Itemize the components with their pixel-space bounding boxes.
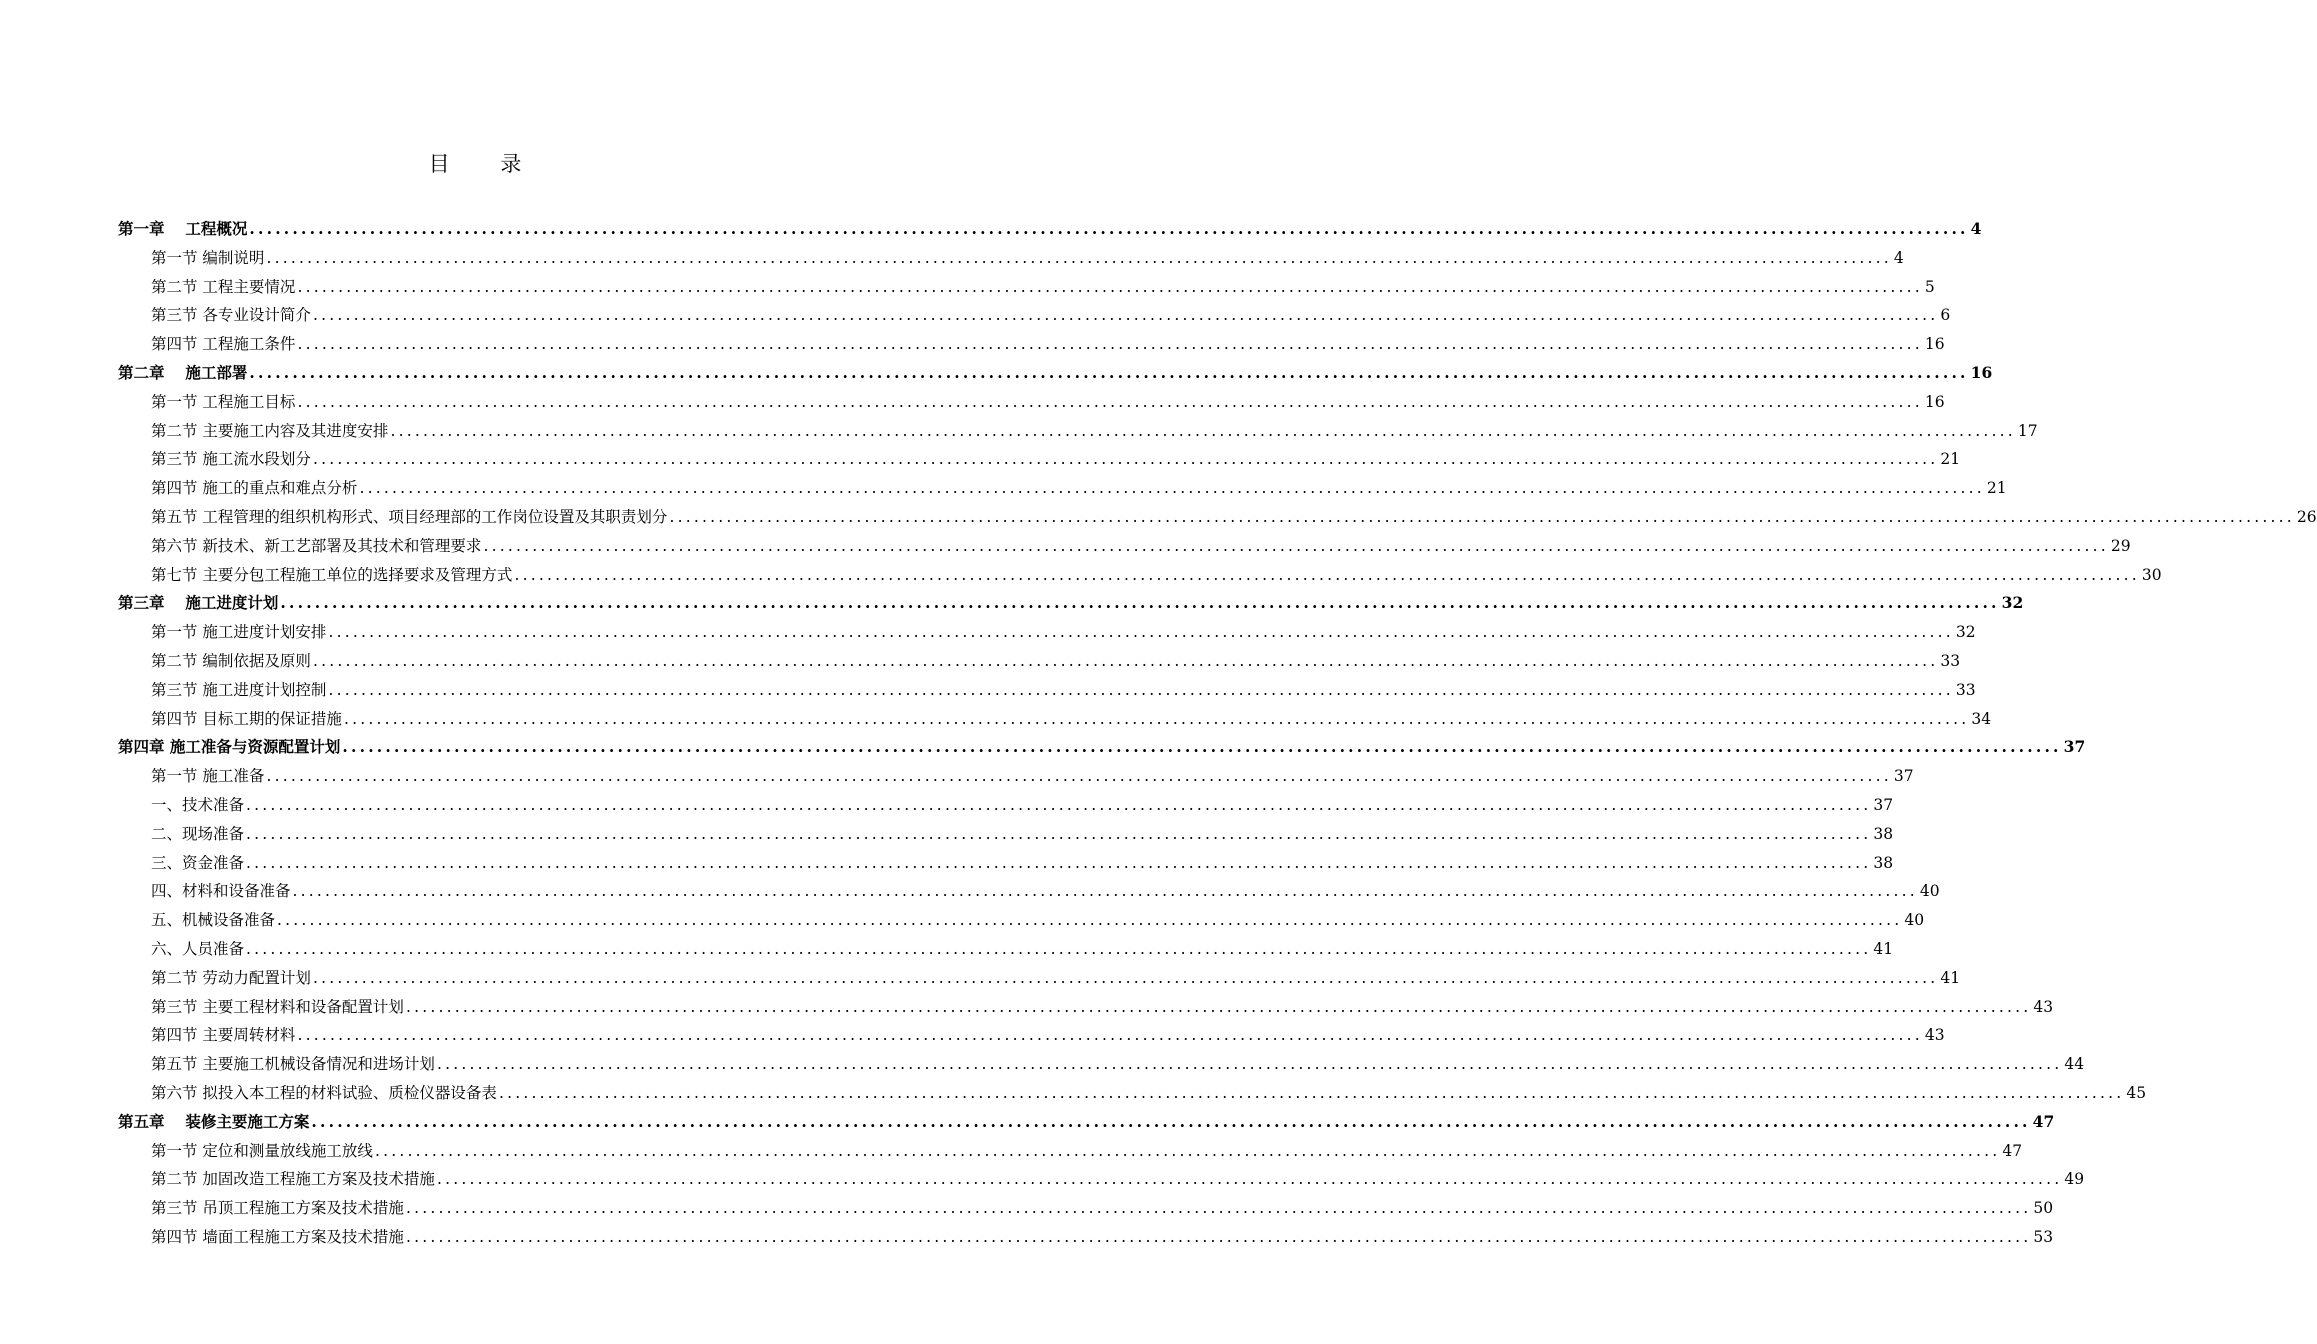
toc-section-entry[interactable] — [118, 791, 1894, 820]
toc-dot-leader: ........................................................................................................................................................................................................ — [312, 450, 1939, 469]
toc-entry-label: 六、人员准备 — [151, 939, 245, 958]
toc-chapter-entry[interactable] — [118, 359, 1993, 388]
toc-page-number: 50 — [2033, 1199, 2054, 1218]
toc-entry-label: 第三节 吊顶工程施工方案及技术措施 — [151, 1199, 404, 1218]
toc-section-entry[interactable] — [118, 1194, 2054, 1223]
toc-dot-leader: ........................................................................................................................................................................................................ — [342, 737, 2062, 757]
toc-page-number: 4 — [1970, 219, 1982, 238]
toc-section-entry[interactable] — [118, 244, 1904, 273]
toc-section-entry[interactable] — [118, 964, 1961, 993]
toc-dot-leader: ........................................................................................................................................................................................................ — [514, 565, 2140, 584]
toc-dot-leader: ........................................................................................................................................................................................................ — [297, 335, 1923, 354]
toc-page-number: 16 — [1924, 335, 1945, 354]
toc-section-entry[interactable] — [118, 388, 1945, 417]
toc-chapter-entry[interactable] — [118, 733, 2086, 762]
toc-dot-leader: ........................................................................................................................................................................................................ — [297, 1026, 1923, 1045]
toc-dot-leader: ........................................................................................................................................................................................................ — [246, 939, 1872, 958]
toc-dot-leader: ........................................................................................................................................................................................................ — [390, 421, 2016, 440]
toc-page-number: 38 — [1873, 853, 1894, 872]
page-title: 目 录 — [428, 152, 544, 176]
toc-entry-label: 第三节 各专业设计简介 — [151, 306, 311, 325]
toc-chapter-entry[interactable] — [118, 589, 2024, 618]
toc-entry-label: 五、机械设备准备 — [151, 911, 276, 930]
toc-dot-leader: ........................................................................................................................................................................................................ — [483, 536, 2109, 555]
toc-page-number: 16 — [1970, 362, 1993, 382]
toc-dot-leader: ........................................................................................................................................................................................................ — [249, 362, 1969, 382]
toc-page-number: 37 — [2063, 737, 2086, 757]
toc-dot-leader: ........................................................................................................................................................................................................ — [266, 248, 1892, 267]
toc-section-entry[interactable] — [118, 445, 1961, 474]
toc-chapter-entry[interactable] — [118, 215, 1982, 244]
toc-page-number: 44 — [2064, 1055, 2085, 1074]
toc-section-entry[interactable] — [118, 1165, 2085, 1194]
toc-dot-leader: ........................................................................................................................................................................................................ — [343, 709, 1970, 728]
toc-dot-leader: ........................................................................................................................................................................................................ — [266, 767, 1892, 786]
toc-section-entry[interactable] — [118, 762, 1914, 791]
toc-dot-leader: ........................................................................................................................................................................................................ — [246, 795, 1872, 814]
toc-page-number: 38 — [1873, 824, 1894, 843]
toc-page-number: 32 — [1955, 623, 1976, 642]
toc-section-entry[interactable] — [118, 906, 1925, 935]
toc-entry-label: 第五章 装修主要施工方案 — [118, 1111, 310, 1131]
toc-entry-label: 四、材料和设备准备 — [151, 882, 291, 901]
toc-dot-leader: ........................................................................................................................................................................................................ — [436, 1055, 2063, 1074]
toc-entry-label: 第五节 工程管理的组织机构形式、项目经理部的工作岗位设置及其职责划分 — [151, 507, 668, 526]
toc-dot-leader: ........................................................................................................................................................................................................ — [359, 479, 1985, 498]
toc-dot-leader: ........................................................................................................................................................................................................ — [405, 1227, 2032, 1246]
toc-page-number: 40 — [1919, 882, 1940, 901]
toc-dot-leader: ........................................................................................................................................................................................................ — [277, 911, 1903, 930]
toc-entry-label: 第三节 施工进度计划控制 — [151, 680, 327, 699]
toc-section-entry[interactable] — [118, 1021, 1945, 1050]
toc-dot-leader: ........................................................................................................................................................................................................ — [249, 219, 1969, 238]
toc-page-number: 47 — [2032, 1111, 2055, 1131]
toc-page-number: 33 — [1940, 651, 1961, 670]
toc-section-entry[interactable] — [118, 1079, 2147, 1108]
toc-entry-label: 第四节 墙面工程施工方案及技术措施 — [151, 1227, 404, 1246]
toc-section-entry[interactable] — [118, 705, 1992, 734]
toc-section-entry[interactable] — [118, 273, 1935, 302]
toc-dot-leader: ........................................................................................................................................................................................................ — [328, 680, 1954, 699]
toc-page-number: 16 — [1924, 392, 1945, 411]
toc-section-entry[interactable] — [118, 417, 2038, 446]
toc-page-number: 37 — [1873, 795, 1894, 814]
toc-entry-label: 第六节 拟投入本工程的材料试验、质检仪器设备表 — [151, 1083, 497, 1102]
toc-dot-leader: ........................................................................................................................................................................................................ — [312, 651, 1939, 670]
toc-entry-label: 二、现场准备 — [151, 824, 245, 843]
toc-page-number: 34 — [1971, 709, 1992, 728]
toc-section-entry[interactable] — [118, 1050, 2085, 1079]
toc-page-number: 43 — [2033, 997, 2054, 1016]
toc-dot-leader: ........................................................................................................................................................................................................ — [405, 997, 2032, 1016]
toc-entry-label: 第七节 主要分包工程施工单位的选择要求及管理方式 — [151, 565, 513, 584]
toc-section-entry[interactable] — [118, 676, 1976, 705]
toc-page-number: 26 — [2296, 507, 2317, 526]
table-of-contents — [118, 215, 2317, 1252]
toc-page-number: 33 — [1955, 680, 1976, 699]
toc-entry-label: 第二节 加固改造工程施工方案及技术措施 — [151, 1170, 435, 1189]
toc-section-entry[interactable] — [118, 849, 1894, 878]
toc-section-entry[interactable] — [118, 935, 1894, 964]
toc-entry-label: 第一章 工程概况 — [118, 219, 248, 238]
toc-page-number: 41 — [1873, 939, 1894, 958]
toc-section-entry[interactable] — [118, 877, 1940, 906]
toc-dot-leader: ........................................................................................................................................................................................................ — [328, 623, 1954, 642]
toc-page-number: 21 — [1986, 479, 2007, 498]
toc-page-number: 45 — [2126, 1083, 2147, 1102]
toc-dot-leader: ........................................................................................................................................................................................................ — [246, 853, 1872, 872]
toc-entry-label: 第四章 施工准备与资源配置计划 — [118, 737, 341, 757]
toc-page-number: 40 — [1904, 911, 1925, 930]
toc-entry-label: 第一节 编制说明 — [151, 248, 265, 267]
toc-section-entry[interactable] — [118, 1223, 2054, 1252]
toc-dot-leader: ........................................................................................................................................................................................................ — [374, 1141, 2001, 1160]
toc-entry-label: 第二节 编制依据及原则 — [151, 651, 311, 670]
toc-entry-label: 第四节 目标工期的保证措施 — [151, 709, 342, 728]
toc-dot-leader: ........................................................................................................................................................................................................ — [498, 1083, 2125, 1102]
toc-entry-label: 第四节 工程施工条件 — [151, 335, 296, 354]
toc-dot-leader: ........................................................................................................................................................................................................ — [297, 277, 1923, 296]
toc-dot-leader: ........................................................................................................................................................................................................ — [292, 882, 1918, 901]
toc-entry-label: 三、资金准备 — [151, 853, 245, 872]
toc-page-number: 30 — [2141, 565, 2162, 584]
toc-page-number: 53 — [2033, 1227, 2054, 1246]
toc-entry-label: 第五节 主要施工机械设备情况和进场计划 — [151, 1055, 435, 1074]
toc-section-entry[interactable] — [118, 532, 2131, 561]
toc-page-number: 21 — [1940, 450, 1961, 469]
toc-page-number: 43 — [1924, 1026, 1945, 1045]
toc-section-entry[interactable] — [118, 1137, 2023, 1166]
toc-entry-label: 第三节 施工流水段划分 — [151, 450, 311, 469]
toc-entry-label: 第一节 工程施工目标 — [151, 392, 296, 411]
toc-entry-label: 第四节 主要周转材料 — [151, 1026, 296, 1045]
toc-dot-leader: ........................................................................................................................................................................................................ — [297, 392, 1923, 411]
toc-page-number: 6 — [1940, 306, 1951, 325]
toc-entry-label: 第三章 施工进度计划 — [118, 593, 279, 613]
toc-entry-label: 一、技术准备 — [151, 795, 245, 814]
toc-page-number: 5 — [1924, 277, 1935, 296]
toc-page-number: 37 — [1893, 767, 1914, 786]
toc-page-number: 32 — [2001, 593, 2024, 613]
toc-dot-leader: ........................................................................................................................................................................................................ — [436, 1170, 2063, 1189]
toc-entry-label: 第二节 主要施工内容及其进度安排 — [151, 421, 389, 440]
toc-dot-leader: ........................................................................................................................................................................................................ — [669, 507, 2295, 526]
toc-section-entry[interactable] — [118, 503, 2317, 532]
toc-page-number: 17 — [2017, 421, 2038, 440]
toc-entry-label: 第二章 施工部署 — [118, 362, 248, 382]
toc-section-entry[interactable] — [118, 618, 1976, 647]
toc-entry-label: 第一节 定位和测量放线施工放线 — [151, 1141, 373, 1160]
toc-entry-label: 第二节 工程主要情况 — [151, 277, 296, 296]
toc-entry-label: 第一节 施工准备 — [151, 767, 265, 786]
toc-dot-leader: ........................................................................................................................................................................................................ — [280, 593, 2000, 613]
toc-section-entry[interactable] — [118, 820, 1894, 849]
toc-chapter-entry[interactable] — [118, 1108, 2055, 1137]
toc-page-number: 41 — [1940, 968, 1961, 987]
toc-entry-label: 第三节 主要工程材料和设备配置计划 — [151, 997, 404, 1016]
toc-entry-label: 第六节 新技术、新工艺部署及其技术和管理要求 — [151, 536, 482, 555]
toc-dot-leader: ........................................................................................................................................................................................................ — [312, 968, 1939, 987]
toc-page-number: 47 — [2002, 1141, 2023, 1160]
toc-entry-label: 第一节 施工进度计划安排 — [151, 623, 327, 642]
toc-dot-leader: ........................................................................................................................................................................................................ — [312, 306, 1939, 325]
toc-dot-leader: ........................................................................................................................................................................................................ — [246, 824, 1872, 843]
toc-page-number: 29 — [2110, 536, 2131, 555]
toc-entry-label: 第二节 劳动力配置计划 — [151, 968, 311, 987]
toc-section-entry[interactable] — [118, 993, 2054, 1022]
toc-section-entry[interactable] — [118, 330, 1945, 359]
toc-page-number: 49 — [2064, 1170, 2085, 1189]
toc-section-entry[interactable] — [118, 561, 2162, 590]
toc-entry-label: 第四节 施工的重点和难点分析 — [151, 479, 358, 498]
toc-section-entry[interactable] — [118, 474, 2007, 503]
toc-dot-leader: ........................................................................................................................................................................................................ — [405, 1199, 2032, 1218]
toc-page-number: 4 — [1893, 248, 1904, 267]
toc-section-entry[interactable] — [118, 647, 1961, 676]
toc-dot-leader: ........................................................................................................................................................................................................ — [311, 1111, 2031, 1131]
toc-section-entry[interactable] — [118, 301, 1951, 330]
